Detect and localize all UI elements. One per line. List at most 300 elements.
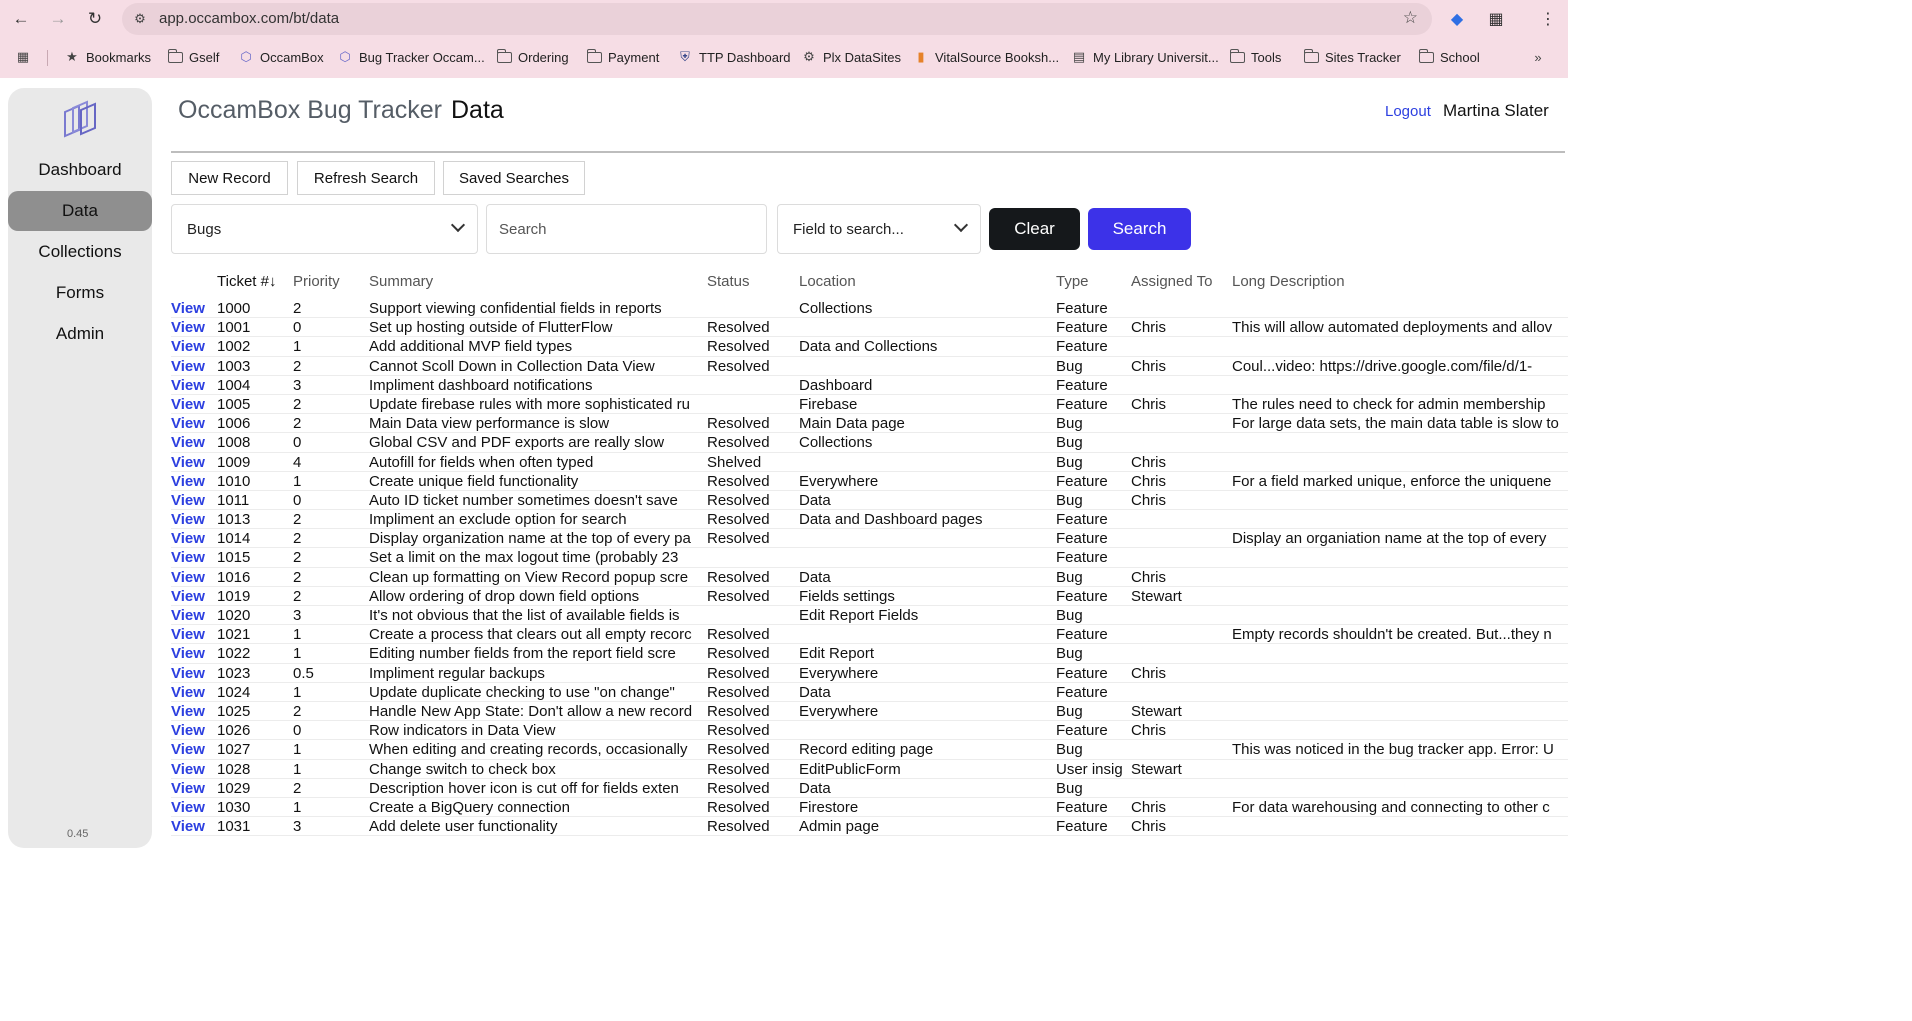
table-row — [171, 510, 1568, 529]
cell-summary: It's not obvious that the list of available fields is — [369, 607, 680, 624]
cell-type: Feature — [1056, 626, 1108, 644]
view-record-link[interactable]: View — [171, 530, 205, 548]
cell-type: Bug — [1056, 491, 1083, 509]
forward-arrow-icon[interactable]: → — [49, 9, 67, 28]
view-record-link[interactable]: View — [171, 338, 205, 356]
cell-ticket: 1005 — [217, 395, 251, 413]
table-row — [171, 318, 1568, 337]
cell-location: Everywhere — [799, 472, 879, 490]
sidebar-item-dashboard[interactable]: Dashboard — [38, 160, 122, 179]
star-icon: ★ — [66, 49, 78, 64]
cell-ticket: 1011 — [217, 491, 250, 509]
bookmark-label: Plx DataSites — [823, 49, 902, 65]
cell-assigned-to: Chris — [1131, 722, 1167, 740]
view-record-link[interactable]: View — [171, 626, 205, 644]
cell-type: Feature — [1056, 818, 1108, 836]
bookmark-item[interactable] — [238, 46, 324, 68]
bookmark-label: My Library Universit... — [1093, 49, 1219, 65]
cell-priority: 1 — [293, 626, 302, 644]
cell-summary: Create a process that clears out all empty recorc — [369, 626, 692, 644]
user-name: Martina Slater — [1443, 101, 1549, 120]
cell-summary: Create unique field functionality — [369, 472, 579, 490]
shield-icon: ⛨ — [680, 49, 690, 64]
cell-location: Collections — [799, 300, 873, 317]
browser-menu-icon[interactable]: ⋮ — [1540, 11, 1556, 28]
column-header-ticket[interactable]: Ticket #↓ — [217, 273, 277, 290]
cell-location: Record editing page — [799, 741, 934, 759]
cell-summary: Update firebase rules with more sophisticated ru — [369, 395, 690, 413]
cell-long-description: Display an organiation name at the top of every — [1232, 530, 1547, 548]
browser-chrome — [0, 0, 1568, 78]
bookmark-item[interactable] — [497, 46, 569, 68]
cell-status: Resolved — [707, 491, 770, 509]
cell-summary: Set up hosting outside of FlutterFlow — [369, 319, 613, 337]
bookmark-item[interactable] — [801, 46, 901, 68]
bookmark-label: Bug Tracker Occam... — [359, 49, 485, 65]
cell-status: Resolved — [707, 683, 770, 701]
bookmark-label: School — [1440, 49, 1480, 65]
chevron-down-icon — [451, 218, 465, 232]
cell-ticket: 1016 — [217, 568, 251, 586]
cell-status: Shelved — [707, 453, 762, 471]
bookmarks-bar — [0, 44, 1568, 70]
table-row — [171, 299, 1568, 318]
cell-type: Bug — [1056, 434, 1083, 452]
cell-summary: Create a BigQuery connection — [369, 798, 570, 816]
bookmark-label: TTP Dashboard — [699, 49, 791, 65]
view-record-link[interactable]: View — [171, 319, 205, 337]
cell-location: Data — [799, 491, 831, 509]
table-row — [171, 548, 1568, 567]
new-record-button[interactable]: New Record — [171, 161, 288, 195]
cell-long-description: This was noticed in the bug tracker app. Error: U — [1232, 741, 1554, 759]
cell-long-description: For a field marked unique, enforce the uniquene — [1232, 472, 1552, 490]
cell-location: Data — [799, 683, 831, 701]
bookmark-item[interactable] — [337, 46, 485, 68]
bookmark-item[interactable] — [1304, 46, 1401, 68]
cell-summary: Global CSV and PDF exports are really slow — [369, 434, 665, 452]
view-record-link[interactable]: View — [171, 702, 205, 720]
cell-ticket: 1006 — [217, 415, 251, 433]
cell-status: Resolved — [707, 664, 770, 682]
bookmark-item[interactable] — [913, 46, 1059, 68]
cell-summary: Row indicators in Data View — [369, 722, 556, 740]
table-row — [171, 779, 1568, 798]
cell-location: Firestore — [799, 798, 859, 816]
cell-summary: Change switch to check box — [369, 760, 556, 778]
cell-ticket: 1030 — [217, 798, 251, 816]
bookmark-item[interactable] — [677, 46, 791, 68]
cell-location: Data and Dashboard pages — [799, 511, 983, 529]
cell-location: Edit Report Fields — [799, 607, 919, 624]
cell-status: Resolved — [707, 798, 770, 816]
cell-type: Feature — [1056, 798, 1108, 816]
view-record-link[interactable]: View — [171, 607, 205, 624]
cell-type: Feature — [1056, 319, 1108, 337]
data-table — [171, 299, 1568, 836]
cell-location: Admin page — [799, 818, 880, 836]
cell-status: Resolved — [707, 760, 770, 778]
sidebar-item-collections[interactable]: Collections — [38, 242, 122, 261]
cell-ticket: 1000 — [217, 300, 251, 317]
cell-type: Feature — [1056, 395, 1108, 413]
sidebar — [8, 88, 152, 848]
view-record-link[interactable]: View — [171, 395, 205, 413]
reload-icon[interactable]: ↻ — [87, 9, 103, 28]
bookmark-label: Payment — [608, 49, 660, 65]
cell-priority: 2 — [293, 568, 302, 586]
cell-type: Bug — [1056, 779, 1083, 797]
view-record-link[interactable]: View — [171, 491, 205, 509]
cell-priority: 1 — [293, 798, 302, 816]
bookmark-item[interactable] — [168, 46, 219, 68]
cell-location: Data — [799, 568, 831, 586]
logout-link[interactable]: Logout — [1385, 103, 1431, 120]
cell-type: User insig — [1056, 760, 1123, 778]
view-record-link[interactable]: View — [171, 511, 205, 529]
cell-priority: 3 — [293, 818, 302, 836]
cell-location: EditPublicForm — [799, 760, 901, 778]
cell-ticket: 1028 — [217, 760, 251, 778]
cell-summary: When editing and creating records, occasionally — [369, 741, 688, 759]
view-record-link[interactable]: View — [171, 683, 205, 701]
table-row — [171, 702, 1568, 721]
cell-type: Bug — [1056, 607, 1083, 624]
view-record-link[interactable]: View — [171, 741, 205, 759]
sidebar-item-data[interactable]: Data — [8, 191, 152, 231]
cell-ticket: 1002 — [217, 338, 251, 356]
cell-status: Resolved — [707, 319, 770, 337]
cell-long-description: For large data sets, the main data table is slow to — [1232, 415, 1559, 433]
cell-priority: 2 — [293, 702, 302, 720]
cell-summary: Impliment dashboard notifications — [369, 376, 593, 394]
cell-assigned-to: Chris — [1131, 818, 1167, 836]
cell-type: Bug — [1056, 702, 1083, 720]
view-record-link[interactable]: View — [171, 664, 205, 682]
cell-type: Feature — [1056, 549, 1108, 567]
saved-searches-button[interactable]: Saved Searches — [443, 161, 585, 195]
cell-type: Feature — [1056, 587, 1108, 605]
cell-assigned-to: Chris — [1131, 798, 1167, 816]
view-record-link[interactable]: View — [171, 645, 205, 663]
cell-priority: 1 — [293, 683, 302, 701]
table-row — [171, 606, 1568, 625]
vitalsource-icon: ▮ — [917, 49, 925, 64]
cell-location: Main Data page — [799, 415, 905, 433]
site-settings-icon[interactable]: ⚙ — [134, 11, 146, 26]
cell-priority: 2 — [293, 549, 302, 567]
column-header-priority[interactable]: Priority — [293, 273, 340, 290]
document-icon: ▤ — [1072, 49, 1086, 64]
cell-status: Resolved — [707, 741, 770, 759]
table-row — [171, 625, 1568, 644]
cell-type: Bug — [1056, 415, 1083, 433]
cell-type: Feature — [1056, 530, 1108, 548]
bookmark-label: OccamBox — [260, 49, 324, 65]
table-row — [171, 664, 1568, 683]
table-row — [171, 683, 1568, 702]
cell-summary: Set a limit on the max logout time (probably 23 — [369, 549, 679, 567]
cell-long-description: Empty records shouldn't be created. But...they n — [1232, 626, 1552, 644]
cell-assigned-to: Chris — [1131, 453, 1167, 471]
apps-grid-icon[interactable]: ▦ — [16, 49, 30, 64]
view-record-link[interactable]: View — [171, 300, 205, 317]
bookmark-label: Bookmarks — [86, 49, 152, 65]
cell-ticket: 1021 — [217, 626, 251, 644]
table-row — [171, 740, 1568, 759]
view-record-link[interactable]: View — [171, 453, 205, 471]
more-bookmarks-icon[interactable]: » — [1534, 49, 1542, 65]
cell-ticket: 1014 — [217, 530, 251, 548]
page-title: Data — [451, 96, 504, 124]
cell-priority: 0 — [293, 319, 302, 337]
cell-summary: Auto ID ticket number sometimes doesn't save — [369, 491, 678, 509]
view-record-link[interactable]: View — [171, 472, 205, 490]
column-header-summary[interactable]: Summary — [369, 273, 434, 290]
cell-ticket: 1001 — [217, 319, 251, 337]
clear-button[interactable]: Clear — [989, 208, 1080, 250]
cell-priority: 2 — [293, 779, 302, 797]
bookmark-item[interactable] — [1419, 46, 1480, 68]
search-input[interactable] — [486, 204, 767, 254]
cell-status: Resolved — [707, 415, 770, 433]
version-label: 0.45 — [67, 828, 89, 840]
bookmark-item[interactable] — [1230, 46, 1281, 68]
folder-icon — [168, 52, 183, 63]
cell-status: Resolved — [707, 626, 770, 644]
table-row — [171, 395, 1568, 414]
folder-icon — [1230, 52, 1245, 63]
cell-type: Feature — [1056, 376, 1108, 394]
cell-assigned-to: Chris — [1131, 491, 1167, 509]
cell-summary: Description hover icon is cut off for fields exten — [369, 779, 679, 797]
column-header-long-description[interactable]: Long Description — [1232, 273, 1345, 290]
cell-ticket: 1003 — [217, 357, 251, 375]
bookmark-item[interactable] — [64, 46, 151, 68]
cell-status: Resolved — [707, 357, 770, 375]
cell-summary: Handle New App State: Don't allow a new record — [369, 702, 693, 720]
cell-location: Fields settings — [799, 587, 895, 605]
cell-priority: 2 — [293, 395, 302, 413]
cell-priority: 2 — [293, 300, 302, 317]
table-row — [171, 721, 1568, 740]
cell-type: Bug — [1056, 645, 1083, 663]
folder-icon — [1419, 52, 1434, 63]
cell-location: Dashboard — [799, 376, 873, 394]
view-record-link[interactable]: View — [171, 760, 205, 778]
table-row — [171, 453, 1568, 472]
view-record-link[interactable]: View — [171, 357, 205, 375]
table-row — [171, 491, 1568, 510]
sidebar-item-admin[interactable]: Admin — [55, 324, 105, 343]
cell-summary: Main Data view performance is slow — [369, 415, 610, 433]
cell-type: Bug — [1056, 357, 1083, 375]
table-row — [171, 433, 1568, 452]
cell-type: Feature — [1056, 511, 1108, 529]
cell-location: Data and Collections — [799, 338, 938, 356]
column-header-status[interactable]: Status — [707, 273, 750, 290]
bookmark-item[interactable] — [587, 46, 659, 68]
address-url[interactable]: app.occambox.com/bt/data — [159, 10, 340, 27]
view-record-link[interactable]: View — [171, 549, 205, 567]
table-row — [171, 472, 1568, 491]
cell-long-description: For data warehousing and connecting to other c — [1232, 798, 1550, 816]
column-header-type[interactable]: Type — [1056, 273, 1089, 290]
cell-type: Feature — [1056, 472, 1108, 490]
table-row — [171, 568, 1568, 587]
folder-icon — [1304, 52, 1319, 63]
cell-ticket: 1019 — [217, 587, 251, 605]
cell-ticket: 1015 — [217, 549, 251, 567]
cell-ticket: 1031 — [217, 818, 251, 836]
cell-ticket: 1010 — [217, 472, 251, 490]
cell-priority: 1 — [293, 645, 302, 663]
cell-summary: Clean up formatting on View Record popup scre — [369, 568, 689, 586]
cell-location: Data — [799, 779, 831, 797]
view-record-link[interactable]: View — [171, 779, 205, 797]
cell-ticket: 1026 — [217, 722, 251, 740]
cell-type: Feature — [1056, 338, 1108, 356]
cell-type: Feature — [1056, 300, 1108, 317]
extension-tag-icon[interactable]: ◆ — [1450, 11, 1464, 28]
bookmark-label: VitalSource Booksh... — [935, 49, 1060, 65]
cell-priority: 2 — [293, 357, 302, 375]
cell-ticket: 1025 — [217, 702, 251, 720]
cell-ticket: 1023 — [217, 664, 251, 682]
search-button[interactable]: Search — [1088, 208, 1191, 250]
cell-assigned-to: Chris — [1131, 568, 1167, 586]
column-header-assigned-to[interactable]: Assigned To — [1131, 273, 1213, 290]
cell-long-description: This will allow automated deployments and allov — [1232, 319, 1553, 337]
cell-location: Collections — [799, 434, 873, 452]
cell-priority: 3 — [293, 607, 302, 624]
cell-summary: Autofill for fields when often typed — [369, 453, 594, 471]
cell-ticket: 1027 — [217, 741, 251, 759]
bookmark-item[interactable] — [1071, 46, 1219, 68]
cell-priority: 0 — [293, 722, 302, 740]
view-record-link[interactable]: View — [171, 434, 205, 452]
cell-status: Resolved — [707, 722, 770, 740]
cell-priority: 2 — [293, 587, 302, 605]
table-row — [171, 760, 1568, 779]
view-record-link[interactable]: View — [171, 818, 205, 836]
cell-summary: Editing number fields from the report field scre — [369, 645, 676, 663]
cell-type: Feature — [1056, 664, 1108, 682]
cell-long-description: The rules need to check for admin membership — [1232, 395, 1546, 413]
view-record-link[interactable]: View — [171, 568, 205, 586]
cell-summary: Add additional MVP field types — [369, 338, 573, 356]
cell-ticket: 1022 — [217, 645, 251, 663]
cell-assigned-to: Chris — [1131, 357, 1167, 375]
back-arrow-icon[interactable]: ← — [12, 9, 30, 28]
view-record-link[interactable]: View — [171, 376, 205, 394]
cell-priority: 0.5 — [293, 664, 314, 682]
cell-location: Edit Report — [799, 645, 875, 663]
cell-priority: 1 — [293, 741, 302, 759]
sidebar-item-forms[interactable]: Forms — [55, 283, 105, 302]
cell-type: Bug — [1056, 453, 1083, 471]
occambox-icon: ⬡ — [339, 49, 351, 64]
cell-status: Resolved — [707, 779, 770, 797]
cell-summary: Cannot Scoll Down in Collection Data View — [369, 357, 655, 375]
cell-assigned-to: Chris — [1131, 472, 1167, 490]
cell-summary: Support viewing confidential fields in reports — [369, 300, 662, 317]
cell-status: Resolved — [707, 530, 770, 548]
refresh-search-button[interactable]: Refresh Search — [297, 161, 435, 195]
cell-priority: 0 — [293, 434, 302, 452]
cell-assigned-to: Chris — [1131, 664, 1167, 682]
table-row — [171, 644, 1568, 663]
table-row — [171, 529, 1568, 548]
field-select[interactable] — [777, 204, 981, 254]
extensions-puzzle-icon[interactable]: ▦ — [1488, 11, 1504, 28]
cell-summary: Impliment regular backups — [369, 664, 545, 682]
occambox-icon: ⬡ — [240, 49, 252, 64]
folder-icon — [497, 52, 512, 63]
view-record-link[interactable]: View — [171, 415, 205, 433]
cell-status: Resolved — [707, 818, 770, 836]
cell-ticket: 1009 — [217, 453, 251, 471]
cell-assigned-to: Stewart — [1131, 702, 1182, 720]
table-row — [171, 337, 1568, 356]
occambox-logo-icon — [59, 98, 101, 140]
cell-ticket: 1020 — [217, 607, 251, 624]
cell-priority: 2 — [293, 511, 302, 529]
cell-ticket: 1008 — [217, 434, 251, 452]
cell-location: Everywhere — [799, 664, 879, 682]
bookmarks-divider — [47, 50, 48, 66]
cell-summary: Add delete user functionality — [369, 818, 558, 836]
table-row — [171, 414, 1568, 433]
bookmark-label: Gself — [189, 49, 220, 65]
cell-priority: 1 — [293, 760, 302, 778]
collection-select[interactable] — [171, 204, 478, 254]
cell-priority: 4 — [293, 453, 302, 471]
cell-ticket: 1029 — [217, 779, 251, 797]
cell-status: Resolved — [707, 587, 770, 605]
cell-location: Firebase — [799, 395, 858, 413]
table-row — [171, 587, 1568, 606]
bookmark-star-icon[interactable]: ☆ — [1402, 8, 1418, 27]
column-header-location[interactable]: Location — [799, 273, 856, 290]
cell-status: Resolved — [707, 511, 770, 529]
cell-status: Resolved — [707, 338, 770, 356]
table-row — [171, 357, 1568, 376]
address-bar[interactable] — [122, 3, 1432, 35]
cell-type: Feature — [1056, 683, 1108, 701]
cell-priority: 1 — [293, 472, 302, 490]
cell-priority: 2 — [293, 415, 302, 433]
bookmark-label: Ordering — [518, 49, 569, 65]
view-record-link[interactable]: View — [171, 587, 205, 605]
cell-ticket: 1024 — [217, 683, 251, 701]
table-row — [171, 798, 1568, 817]
cell-assigned-to: Chris — [1131, 319, 1167, 337]
cell-summary: Allow ordering of drop down field options — [369, 587, 640, 605]
table-row — [171, 817, 1568, 836]
field-select-value: Field to search... — [793, 220, 904, 238]
view-record-link[interactable]: View — [171, 722, 205, 740]
cell-assigned-to: Chris — [1131, 395, 1167, 413]
cell-priority: 0 — [293, 491, 302, 509]
bookmark-label: Sites Tracker — [1325, 49, 1401, 65]
view-record-link[interactable]: View — [171, 798, 205, 816]
cell-long-description: Coul...video: https://drive.google.com/file/d/1- — [1232, 357, 1533, 375]
cell-assigned-to: Stewart — [1131, 587, 1182, 605]
table-row — [171, 376, 1568, 395]
cell-assigned-to: Stewart — [1131, 760, 1182, 778]
cell-priority: 2 — [293, 530, 302, 548]
